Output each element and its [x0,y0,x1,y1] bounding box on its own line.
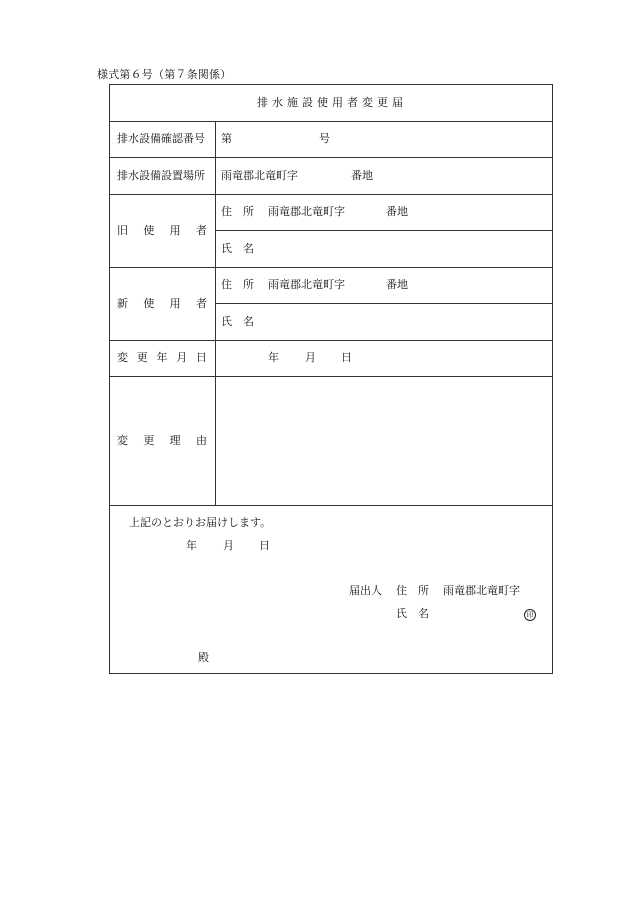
change-reason-field[interactable] [216,377,552,505]
label-char: 由 [195,434,207,447]
label-char: 日 [196,351,207,364]
change-date-label [117,351,207,365]
change-date-month: 月 [305,351,316,364]
applicant-address: 雨竜郡北竜町字 [443,584,520,597]
row-divider [110,505,552,506]
label-char: 使 [143,297,155,310]
form-number-label: 様式第６号（第７条関係） [97,68,232,81]
label-char: 更 [143,434,155,447]
change-date-day: 日 [341,351,352,364]
new-user-address-label: 住 所 [221,278,254,291]
previous-user-label [117,224,207,238]
applicant-address-label: 住 所 [396,584,429,597]
seal-mark: 印 [524,609,536,621]
declaration-year: 年 [186,539,197,552]
label-char: 者 [195,224,207,237]
previous-user-banchi: 番地 [386,205,408,218]
row-divider [110,267,552,268]
declaration-month: 月 [223,539,234,552]
new-user-name-label: 氏 名 [221,315,254,328]
seal-mark-icon [524,607,536,621]
label-char: 者 [195,297,207,310]
row-divider [110,340,552,341]
installation-place-address: 雨竜郡北竜町字 [221,169,298,182]
new-user-banchi: 番地 [386,278,408,291]
row-divider [110,157,552,158]
label-char: 用 [169,224,181,237]
label-char: 旧 [117,224,128,237]
previous-user-address: 雨竜郡北竜町字 [268,205,345,218]
installation-place-banchi: 番地 [351,169,373,182]
confirmation-number-label: 排水設備確認番号 [117,132,205,145]
row-divider [215,303,552,304]
row-divider [110,121,552,122]
applicant-name-label: 氏 名 [396,607,429,620]
declaration-day: 日 [259,539,270,552]
row-divider [215,230,552,231]
change-date-year: 年 [268,351,279,364]
previous-user-name-label: 氏 名 [221,242,254,255]
confirmation-number-suffix: 号 [319,132,330,145]
label-char: 用 [169,297,181,310]
form-title: 排水施設使用者変更届 [257,96,407,109]
previous-user-address-label: 住 所 [221,205,254,218]
label-char: 新 [117,297,128,310]
row-divider [110,194,552,195]
label-char: 年 [156,351,168,364]
label-char: 変 [117,351,128,364]
label-char: 月 [176,351,188,364]
change-reason-label [117,434,207,448]
new-user-address: 雨竜郡北竜町字 [268,278,345,291]
label-char: 更 [136,351,148,364]
label-char: 変 [117,434,128,447]
notification-form [109,84,553,674]
addressee-suffix: 殿 [198,651,209,664]
installation-place-label: 排水設備設置場所 [117,169,205,182]
declaration-statement: 上記のとおりお届けします。 [129,516,272,529]
confirmation-number-prefix: 第 [221,132,232,145]
label-char: 使 [143,224,155,237]
label-char: 理 [169,434,181,447]
new-user-label [117,297,207,311]
applicant-label: 届出人 [349,584,382,597]
